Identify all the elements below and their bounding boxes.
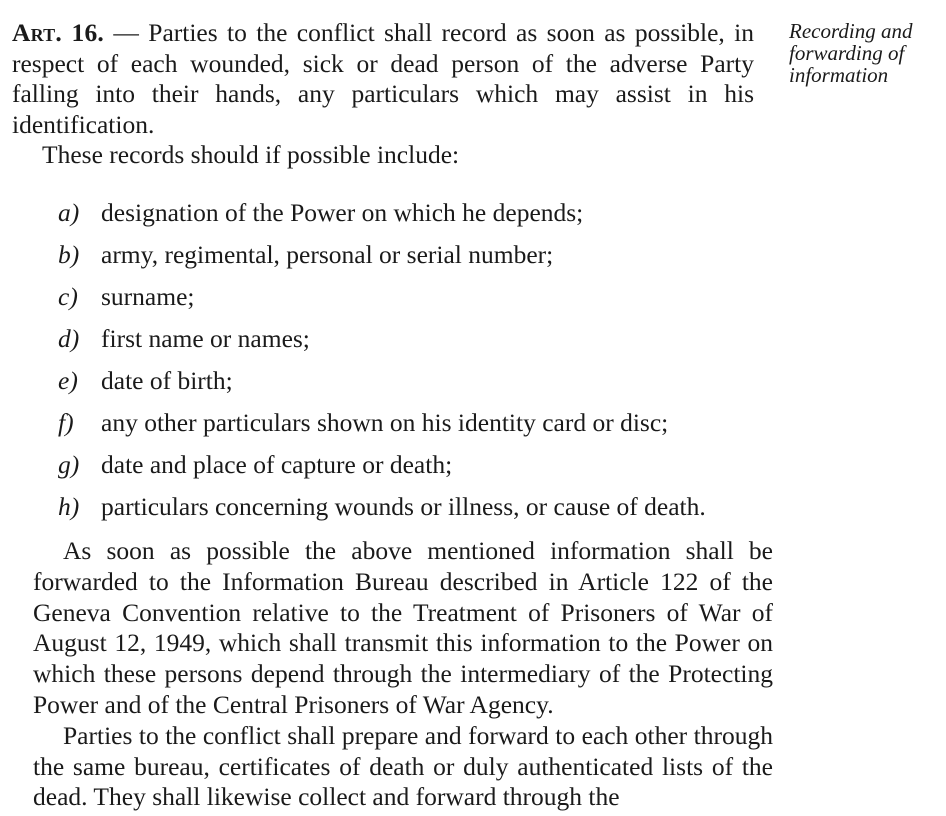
margin-note: Recording and forwarding of information: [789, 19, 913, 87]
list-item-text: particulars concerning wounds or illness, or cause of death.: [101, 492, 706, 521]
list-item-letter: g): [58, 450, 80, 479]
article-opening-text: Parties to the conflict shall record as soon as possible, in respect of each wounded, sick or dead person of the adverse Party falling into their hands, any particulars which may assist in his identification.: [12, 18, 754, 139]
list-item: [58, 198, 758, 240]
list-item: [58, 408, 758, 450]
list-item-letter: a): [58, 198, 80, 227]
list-item-text: date and place of capture or death;: [101, 450, 453, 479]
list-item-text: army, regimental, personal or serial number;: [101, 240, 554, 269]
list-item-letter: c): [58, 282, 78, 311]
records-intro: These records should if possible include:: [42, 140, 460, 169]
list-item-text: first name or names;: [101, 324, 310, 353]
list-item-text: any other particulars shown on his identity card or disc;: [101, 408, 669, 437]
list-item-letter: e): [58, 366, 78, 395]
list-item-letter: f): [58, 408, 74, 437]
list-item-text: surname;: [101, 282, 195, 311]
article-body: [12, 18, 754, 171]
article-number: Art. 16.: [12, 18, 105, 47]
paragraph-certificates: Parties to the conflict shall prepare and forward to each other through the same bureau, certificates of death or duly authenticated lists of the dead. They shall likewise collect and forward through the: [33, 720, 773, 812]
list-item: [58, 282, 758, 324]
closing-paragraphs: [33, 536, 773, 813]
paragraph-forwarding: As soon as possible the above mentioned information shall be forwarded to the Information Bureau described in Article 122 of the Geneva Convention relative to the Treatment of Prisoners of War of August 12, 1949, which shall transmit this information to the Power on which these persons depend through the intermediary of the Protecting Power and of the Central Prisoners of War Agency.: [33, 536, 773, 719]
list-item-letter: b): [58, 240, 80, 269]
list-item-letter: d): [58, 324, 80, 353]
article-dash: —: [104, 18, 149, 47]
list-item: [58, 450, 758, 492]
particulars-list: [58, 198, 758, 534]
list-item: [58, 324, 758, 366]
list-item: [58, 366, 758, 408]
list-item: [58, 492, 758, 534]
list-item-text: date of birth;: [101, 366, 233, 395]
list-item-text: designation of the Power on which he depends;: [101, 198, 584, 227]
list-item-letter: h): [58, 492, 80, 521]
list-item: [58, 240, 758, 282]
article-opening: [12, 18, 754, 140]
